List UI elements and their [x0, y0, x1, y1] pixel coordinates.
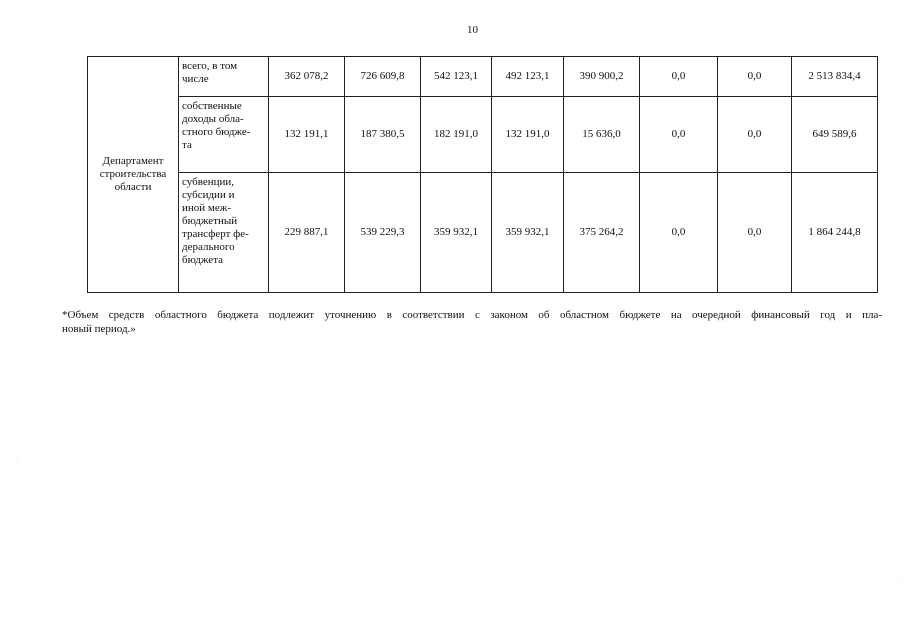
table-cell: 390 900,2 [564, 57, 640, 97]
table-cell: 15 636,0 [564, 97, 640, 173]
table-cell: 187 380,5 [345, 97, 421, 173]
table-cell: 0,0 [640, 97, 718, 173]
budget-table [87, 56, 878, 293]
table-cell: 132 191,1 [269, 97, 345, 173]
table-cell: 362 078,2 [269, 57, 345, 97]
page-number: 10 [467, 24, 478, 36]
table-cell: 649 589,6 [792, 97, 878, 173]
table-row [88, 97, 878, 173]
footnote-line: *Объем средств областного бюджета подлежит уточнению в соответствии с законом об областном бюджете на очередной финансовый год и пла- [62, 309, 882, 321]
table-cell: 182 191,0 [421, 97, 492, 173]
table-cell: 492 123,1 [492, 57, 564, 97]
table-cell: 0,0 [718, 173, 792, 293]
scan-speck: · [16, 458, 19, 466]
row-label: субвенции, субсидии и иной меж- бюджетный трансферт фе- дерального бюджета [179, 173, 269, 293]
table-cell: 2 513 834,4 [792, 57, 878, 97]
table-cell: 359 932,1 [421, 173, 492, 293]
row-label: собственные доходы обла- стного бюдже- та [179, 97, 269, 173]
table-cell: 539 229,3 [345, 173, 421, 293]
table-cell: 542 123,1 [421, 57, 492, 97]
table-cell: 375 264,2 [564, 173, 640, 293]
table-row [88, 173, 878, 293]
scan-speck: · [897, 578, 900, 586]
department-cell: Департамент строительства области [88, 57, 179, 293]
table-cell: 1 864 244,8 [792, 173, 878, 293]
table-cell: 132 191,0 [492, 97, 564, 173]
table-cell: 0,0 [718, 97, 792, 173]
footnote-line: новый период.» [62, 323, 136, 335]
table-cell: 0,0 [718, 57, 792, 97]
table-cell: 359 932,1 [492, 173, 564, 293]
row-label: всего, в том числе [179, 57, 269, 97]
table-cell: 726 609,8 [345, 57, 421, 97]
table-cell: 0,0 [640, 57, 718, 97]
table-cell: 0,0 [640, 173, 718, 293]
table-cell: 229 887,1 [269, 173, 345, 293]
table-row [88, 57, 878, 97]
footnote [62, 308, 882, 336]
